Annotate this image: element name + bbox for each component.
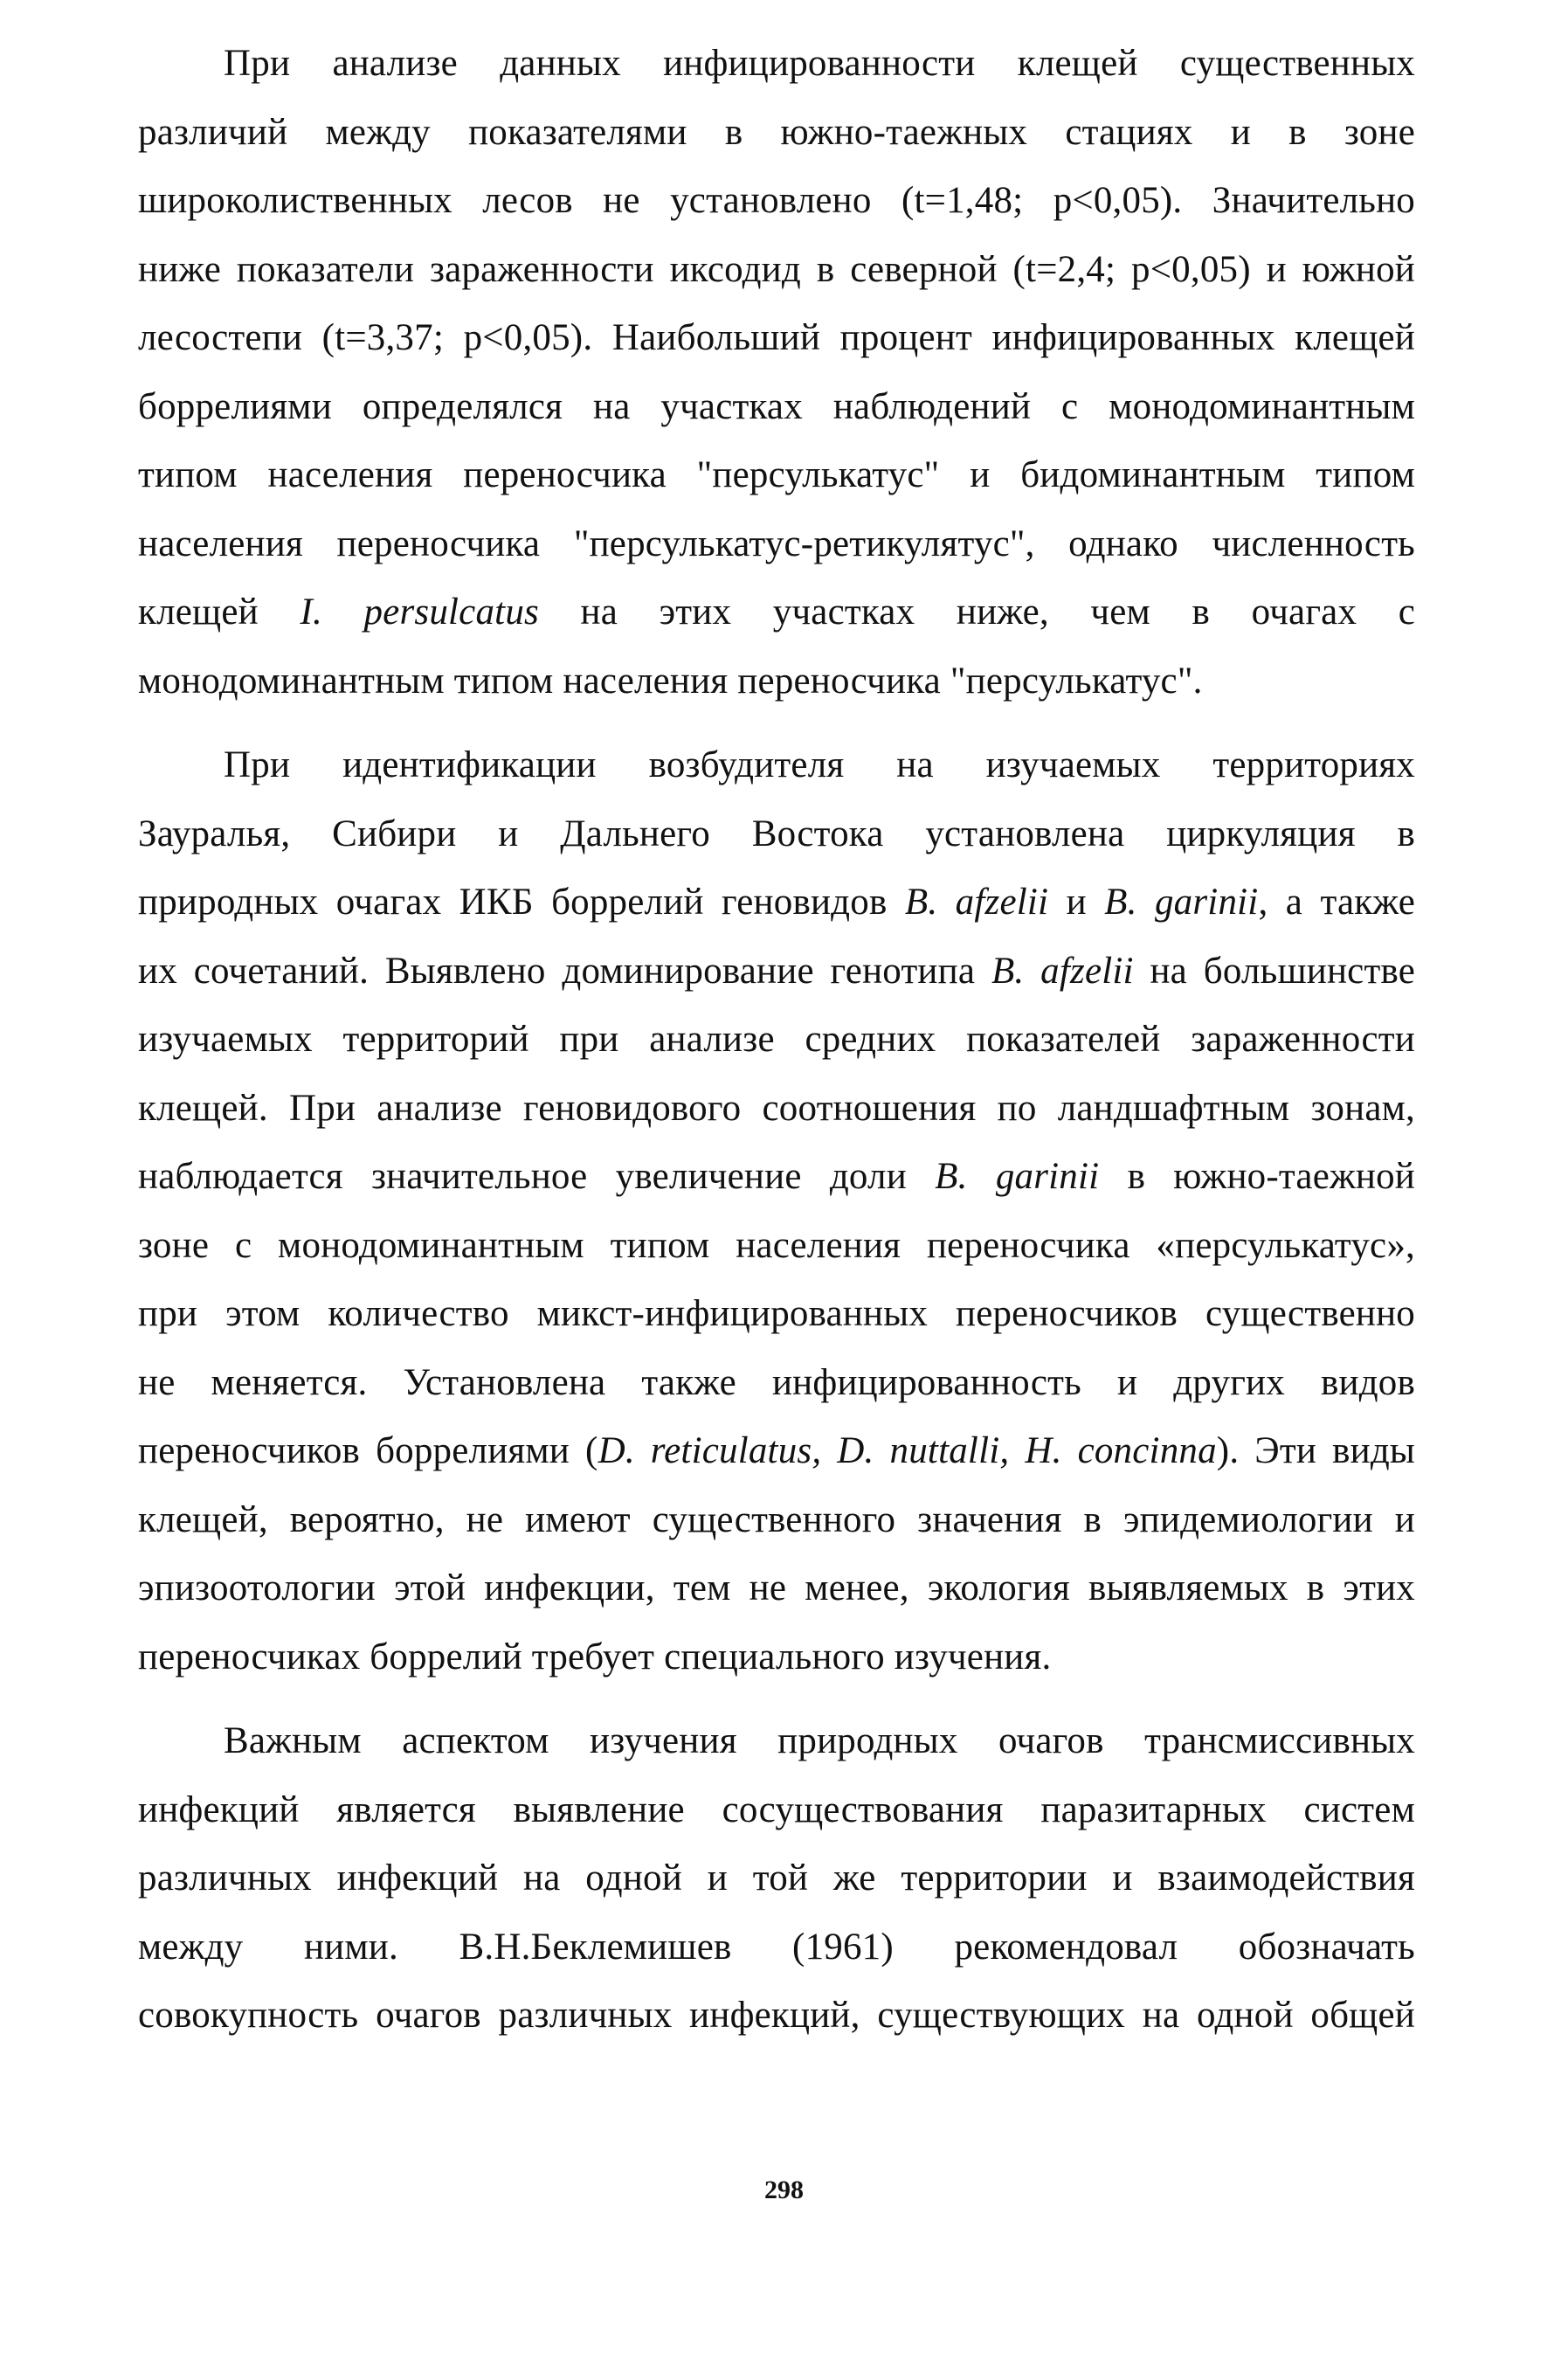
species-name: B. garinii xyxy=(935,1156,1100,1197)
text-line: монодоминантным типом населения переносчика "персулькатус". xyxy=(138,660,1203,702)
text-span: наблюдается значительное увеличение доли xyxy=(138,1156,907,1197)
text-span: их сочетаний. Выявлено доминирование генотипа xyxy=(138,950,976,992)
text-span: и xyxy=(1066,882,1087,923)
text-line xyxy=(138,868,1415,937)
text-line: населения переносчика "персулькатус-ретикулятус", однако численность xyxy=(138,522,1415,564)
text-line: клещей. При анализе геновидового соотношения по ландшафтным зонам, xyxy=(138,1087,1415,1129)
text-line: При идентификации возбудителя на изучаемых территориях xyxy=(224,744,1415,785)
text-line: боррелиями определялся на участках наблюдений с монодоминантным xyxy=(138,385,1415,427)
text-span: в южно-таежной xyxy=(1127,1156,1416,1197)
paragraph-gap xyxy=(138,1691,1415,1707)
text-line: При анализе данных инфицированности клещей существенных xyxy=(224,43,1415,84)
paragraph xyxy=(138,1707,1415,2051)
text-span: на большинстве xyxy=(1150,950,1415,992)
text-line: эпизоотологии этой инфекции, тем не менее, экология выявляемых в этих xyxy=(138,1567,1415,1608)
text-span: клещей xyxy=(138,591,259,633)
document-body xyxy=(138,30,1415,2051)
species-name: D. reticulatus, D. nuttalli, H. concinna xyxy=(597,1430,1217,1471)
text-line: зоне с монодоминантным типом населения переносчика «персулькатус», xyxy=(138,1224,1415,1266)
text-line xyxy=(138,1143,1415,1212)
text-line: различий между показателями в южно-таежных стациях и в зоне xyxy=(138,111,1415,153)
text-line: типом населения переносчика "персулькатус" и бидоминантным типом xyxy=(138,454,1415,495)
text-line: Важным аспектом изучения природных очагов трансмиссивных xyxy=(224,1720,1415,1761)
text-span: природных очагах ИКБ боррелий геновидов xyxy=(138,882,888,923)
text-span: , а также xyxy=(1258,882,1415,923)
text-line: не меняется. Установлена также инфицированность и других видов xyxy=(138,1361,1415,1403)
paragraph xyxy=(138,731,1415,1691)
text-line xyxy=(138,937,1415,1007)
text-span: переносчиков боррелиями ( xyxy=(138,1430,598,1471)
text-span: ). Эти виды xyxy=(1216,1430,1415,1471)
species-name: B. garinii xyxy=(1104,882,1259,923)
text-line: клещей, вероятно, не имеют существенного значения в эпидемиологии и xyxy=(138,1498,1415,1540)
text-line: лесостепи (t=3,37; p<0,05). Наибольший процент инфицированных клещей xyxy=(138,317,1415,358)
text-line: различных инфекций на одной и той же территории и взаимодействия xyxy=(138,1857,1415,1899)
text-line: при этом количество микст-инфицированных переносчиков существенно xyxy=(138,1293,1415,1334)
text-line: ниже показатели зараженности иксодид в северной (t=2,4; p<0,05) и южной xyxy=(138,248,1415,290)
species-name: B. afzelii xyxy=(991,950,1134,992)
text-line: Зауралья, Сибири и Дальнего Востока установлена циркуляция в xyxy=(138,813,1415,854)
text-line xyxy=(138,578,1415,647)
text-line: между ними. В.Н.Беклемишев (1961) рекомендовал обозначать xyxy=(138,1926,1415,1968)
text-line: изучаемых территорий при анализе средних показателей зараженности xyxy=(138,1019,1415,1060)
paragraph-gap xyxy=(138,716,1415,731)
text-line: инфекций является выявление сосуществования паразитарных систем xyxy=(138,1788,1415,1830)
text-line xyxy=(138,1417,1415,1486)
text-line: переносчиках боррелий требует специального изучения. xyxy=(138,1636,1052,1678)
text-span: на этих участках ниже, чем в очагах с xyxy=(580,591,1416,633)
text-line: широколиственных лесов не установлено (t=1,48; p<0,05). Значительно xyxy=(138,180,1415,221)
text-line: совокупность очагов различных инфекций, существующих на одной общей xyxy=(138,1995,1415,2036)
species-name: B. afzelii xyxy=(904,882,1049,923)
page-number: 298 xyxy=(764,2176,804,2204)
species-name: I. persulcatus xyxy=(300,591,539,633)
paragraph xyxy=(138,30,1415,716)
